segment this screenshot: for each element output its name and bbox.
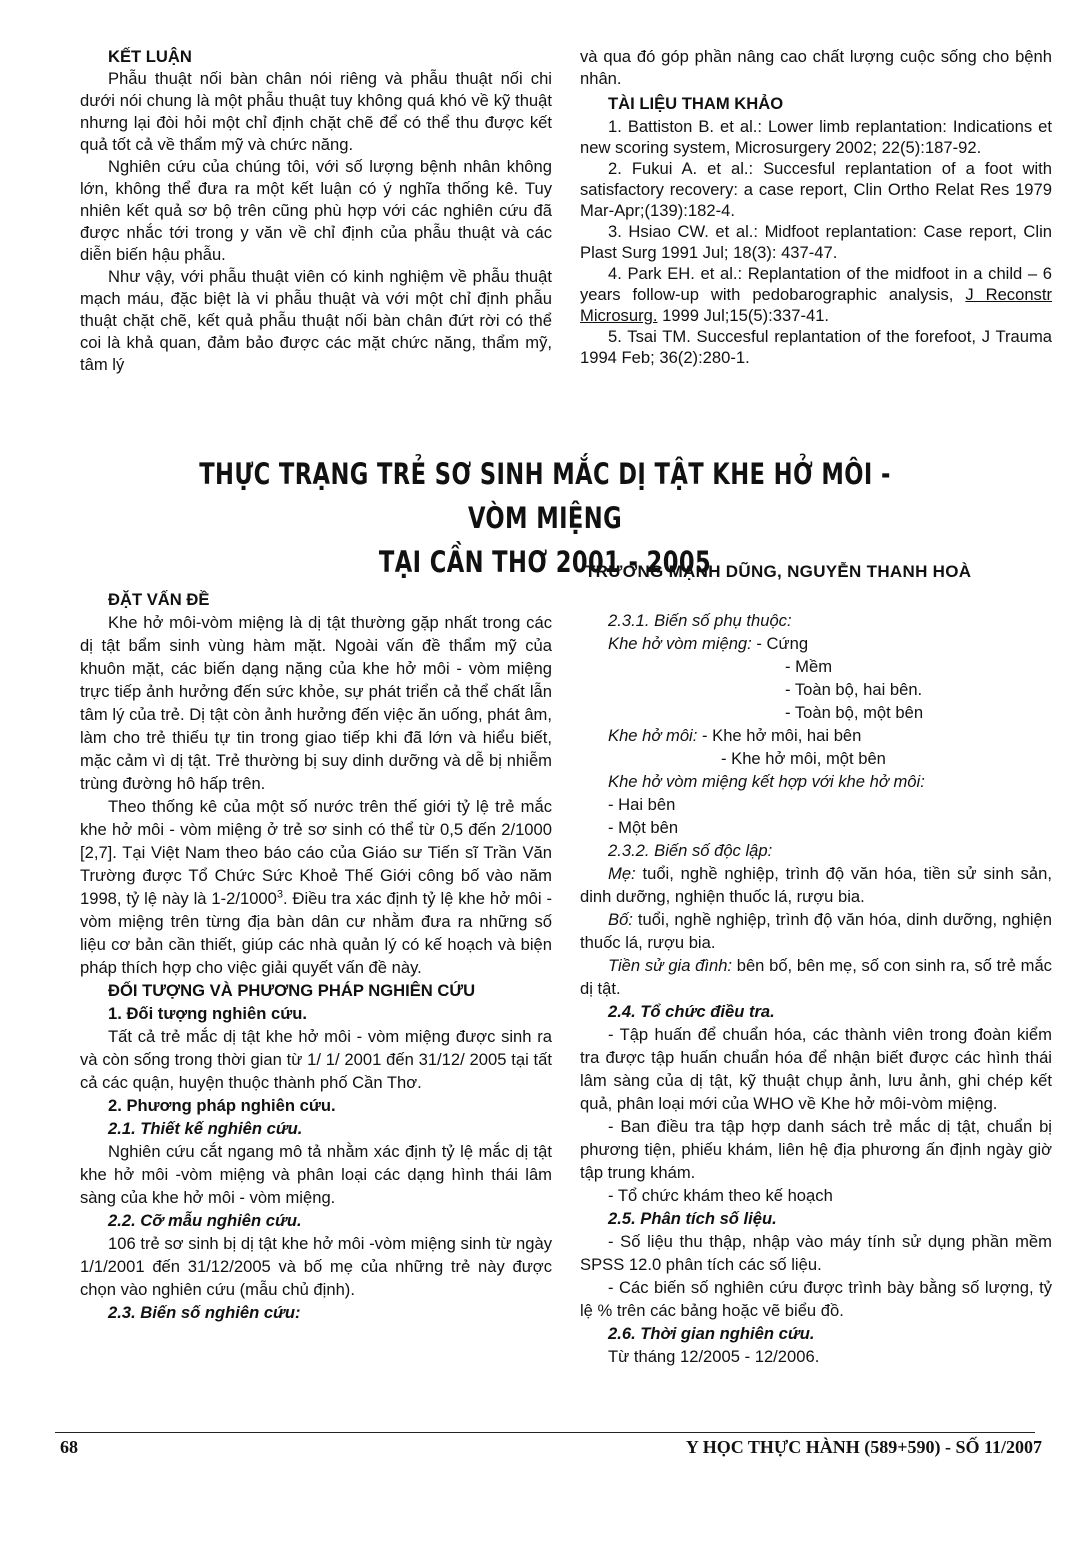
reference-text: 1999 Jul;15(5):337-41. xyxy=(657,306,830,325)
subsection-text: Tất cả trẻ mắc dị tật khe hở môi - vòm miệng được sinh ra và còn sống trong thời gian từ 1/ 1/ 2001 đến 31/12/ 2005 tại tất cả các quận, huyện thuộc thành phố Cần Thơ. xyxy=(80,1027,552,1092)
variable-item: - Khe hở môi, hai bên xyxy=(701,726,862,745)
variable-description xyxy=(580,862,1052,908)
subsection-text: - Số liệu thu thập, nhập vào máy tính sử dụng phần mềm SPSS 12.0 phân tích các số liệu. xyxy=(580,1232,1052,1274)
intro-heading: ĐẶT VẤN ĐỀ xyxy=(108,590,210,609)
page-number: 68 xyxy=(60,1437,78,1457)
variable-text: tuổi, nghề nghiệp, trình độ văn hóa, tiền sử sinh sản, dinh dưỡng, nghiện thuốc lá, rượu bia. xyxy=(580,864,1052,906)
subsection-heading: 1. Đối tượng nghiên cứu. xyxy=(108,1004,307,1023)
subsection-heading: 2.5. Phân tích số liệu. xyxy=(608,1209,777,1228)
conclusion-continuation: và qua đó góp phần nâng cao chất lượng cuộc sống cho bệnh nhân. xyxy=(580,47,1052,88)
subsection-text: - Tập huấn để chuẩn hóa, các thành viên trong đoàn kiểm tra được tập huấn chuẩn hóa để nhận biết được các hình thái lâm sàng của dị tật, kỹ thuật chụp ảnh, lưu ảnh, ghi chép kết quả, phân loại mới của WHO về Khe hở môi-vòm miệng. xyxy=(580,1025,1052,1113)
variable-item: - Mềm xyxy=(785,657,833,676)
subsection-heading: 2.3. Biến số nghiên cứu: xyxy=(108,1303,301,1322)
reference-journal-link[interactable]: J Reconstr Microsurg. xyxy=(580,285,1052,325)
subsection-text: - Ban điều tra tập hợp danh sách trẻ mắc dị tật, chuẩn bị phương tiện, phiếu khám, liên hệ địa phương ấn định ngày giờ tập trung khám. xyxy=(580,1117,1052,1182)
reference-item: 3. Hsiao CW. et al.: Midfoot replantation: Case report, Clin Plast Surg 1991 Jul; 18(3): 437-47. xyxy=(580,222,1052,262)
subsection-heading: 2.3.1. Biến số phụ thuộc: xyxy=(608,611,792,630)
variable-group xyxy=(608,632,1052,655)
variable-text: tuổi, nghề nghiệp, trình độ văn hóa, dinh dưỡng, nghiện thuốc lá, rượu bia. xyxy=(580,910,1052,952)
subsection-heading: 2.2. Cỡ mẫu nghiên cứu. xyxy=(108,1211,302,1230)
citation-superscript: 3 xyxy=(276,888,284,901)
subsection-text: 106 trẻ sơ sinh bị dị tật khe hở môi -vòm miệng sinh từ ngày 1/1/2001 đến 31/12/2005 và bố mẹ của những trẻ này được chọn vào nghiên cứu (mẫu chủ định). xyxy=(80,1234,552,1299)
variable-item: - Toàn bộ, một bên xyxy=(785,703,924,722)
conclusion-section xyxy=(80,46,552,376)
conclusion-heading: KẾT LUẬN xyxy=(108,47,192,66)
variable-label: Bố: xyxy=(608,910,633,929)
subsection-heading: 2.1. Thiết kế nghiên cứu. xyxy=(108,1119,303,1138)
reference-item: 1. Battiston B. et al.: Lower limb replantation: Indications et new scoring system, Microsurgery 2002; 22(5):187-92. xyxy=(580,117,1052,157)
variable-label: Khe hở vòm miệng kết hợp với khe hở môi: xyxy=(608,772,925,791)
variable-item: - Toàn bộ, hai bên. xyxy=(785,680,923,699)
variable-label: Mẹ: xyxy=(608,864,636,883)
right-column xyxy=(580,609,1052,1368)
conclusion-paragraph: Phẫu thuật nối bàn chân nói riêng và phẫu thuật nối chi dưới nói chung là một phẫu thuật tuy không quá khó về kỹ thuật nhưng lại đòi hỏi một chỉ định chặt chẽ để có thể thu được kết quả tốt cả về thẩm mỹ và chức năng. xyxy=(80,69,552,154)
variable-label: Khe hở môi: xyxy=(608,726,698,745)
subsection-text: Từ tháng 12/2005 - 12/2006. xyxy=(608,1347,820,1366)
variable-item: - Khe hở môi, một bên xyxy=(721,749,886,768)
conclusion-paragraph: Nghiên cứu của chúng tôi, với số lượng bệnh nhân không lớn, không thể đưa ra một kết luận có ý nghĩa thống kê. Tuy nhiên kết quả sơ bộ trên cũng phù hợp với các nghiên cứu đã được nhắc tới trong y văn về chỉ định của phẫu thuật và các diễn biến hậu phẫu. xyxy=(80,157,552,264)
intro-paragraph xyxy=(80,795,552,979)
subsection-heading: 2.6. Thời gian nghiên cứu. xyxy=(608,1324,815,1343)
variable-label: Khe hở vòm miệng: xyxy=(608,634,752,653)
intro-text: . Điều tra xác định tỷ lệ khe hở môi - vòm miệng trên từng địa bàn dân cư nhằm đưa ra những số liệu cơ bản cần thiết, giúp các nhà quản lý có kế hoạch và biện pháp thích hợp cho việc giải quyết vấn đề này. xyxy=(80,889,552,977)
subsection-heading: 2.4. Tổ chức điều tra. xyxy=(608,1002,775,1021)
variable-text: bên bố, bên mẹ, số con sinh ra, số trẻ mắc dị tật. xyxy=(580,956,1052,998)
methods-heading: ĐỐI TƯỢNG VÀ PHƯƠNG PHÁP NGHIÊN CỨU xyxy=(108,981,476,1000)
variable-group xyxy=(608,724,1052,747)
variable-item: - Một bên xyxy=(608,818,679,837)
variable-label: Tiền sử gia đình: xyxy=(608,956,733,975)
article-authors: TRƯƠNG MẠNH DŨNG, NGUYỄN THANH HOÀ xyxy=(585,562,972,581)
variable-item: - Cứng xyxy=(756,634,809,653)
subsection-text: - Tổ chức khám theo kế hoạch xyxy=(608,1186,833,1205)
subsection-text: - Các biến số nghiên cứu được trình bày bằng số lượng, tỷ lệ % trên các bảng hoặc vẽ biểu đồ. xyxy=(580,1278,1052,1320)
journal-footer: Y HỌC THỰC HÀNH (589+590) - SỐ 11/2007 xyxy=(685,1437,1042,1457)
reference-item: 5. Tsai TM. Succesful replantation of the forefoot, J Trauma 1994 Feb; 36(2):280-1. xyxy=(580,327,1052,367)
conclusion-paragraph: Như vậy, với phẫu thuật viên có kinh nghiệm về phẫu thuật mạch máu, đặc biệt là vi phẫu thuật và với một chỉ định phẫu thuật chặt chẽ, kết quả phẫu thuật nối bàn chân đứt rời có thể coi là khả quan, đảm bảo được các mặt chức năng, thẩm mỹ, tâm lý xyxy=(80,267,552,374)
references-heading: TÀI LIỆU THAM KHẢO xyxy=(608,94,784,113)
variable-description xyxy=(580,954,1052,1000)
reference-item: 2. Fukui A. et al.: Succesful replantation of a foot with satisfactory recovery: a case report, Clin Ortho Relat Res 1979 Mar-Apr;(139):182-4. xyxy=(580,159,1052,220)
reference-text: 4. Park EH. et al.: Replantation of the midfoot in a child – 6 years follow-up with pedobarographic analysis, xyxy=(580,264,1052,304)
reference-item xyxy=(580,263,1052,326)
subsection-heading: 2.3.2. Biến số độc lập: xyxy=(608,841,773,860)
left-column xyxy=(80,588,552,1324)
subsection-text: Nghiên cứu cắt ngang mô tả nhằm xác định tỷ lệ mắc dị tật khe hở môi -vòm miệng và phân loại các dạng hình thái lâm sàng của khe hở môi - vòm miệng. xyxy=(80,1142,552,1207)
variable-description xyxy=(580,908,1052,954)
references-section xyxy=(580,46,1052,368)
article-title-line: THỰC TRẠNG TRẺ SƠ SINH MẮC DỊ TẬT KHE HỞ MÔI - VÒM MIỆNG xyxy=(199,457,891,535)
article-title-line: TẠI CẦN THƠ 2001 - 2005 xyxy=(378,545,712,579)
intro-text: Theo thống kê của một số nước trên thế giới tỷ lệ trẻ mắc khe hở môi - vòm miệng ở trẻ sơ sinh có thể từ 0,5 đến 2/1000 [2,7]. Tại Việt Nam theo báo cáo của Giáo sư Tiến sĩ Trần Văn Trường được Tổ Chức Sức Khoẻ Thế Giới công bố vào năm 1998, tỷ lệ này là 1-2/1000 xyxy=(80,797,552,908)
footer-divider xyxy=(55,1432,1035,1433)
intro-paragraph: Khe hở môi-vòm miệng là dị tật thường gặp nhất trong các dị tật bẩm sinh vùng hàm mặt. Ngoài vấn đề thẩm mỹ của khuôn mặt, các biến dạng nặng của khe hở môi - vòm miệng trực tiếp ảnh hưởng đến sức khỏe, sự phát triển cả thể chất lẫn tâm lý của trẻ. Dị tật còn ảnh hưởng đến việc ăn uống, phát âm, làm cho trẻ thiếu tự tin trong giao tiếp khi đã lớn và hiểu biết, mặc cảm vì dị tật. Trẻ thường bị suy dinh dưỡng và dễ bị nhiễm trùng đường hô hấp trên. xyxy=(80,613,552,793)
subsection-heading: 2. Phương pháp nghiên cứu. xyxy=(108,1096,336,1115)
variable-item: - Hai bên xyxy=(608,795,676,814)
